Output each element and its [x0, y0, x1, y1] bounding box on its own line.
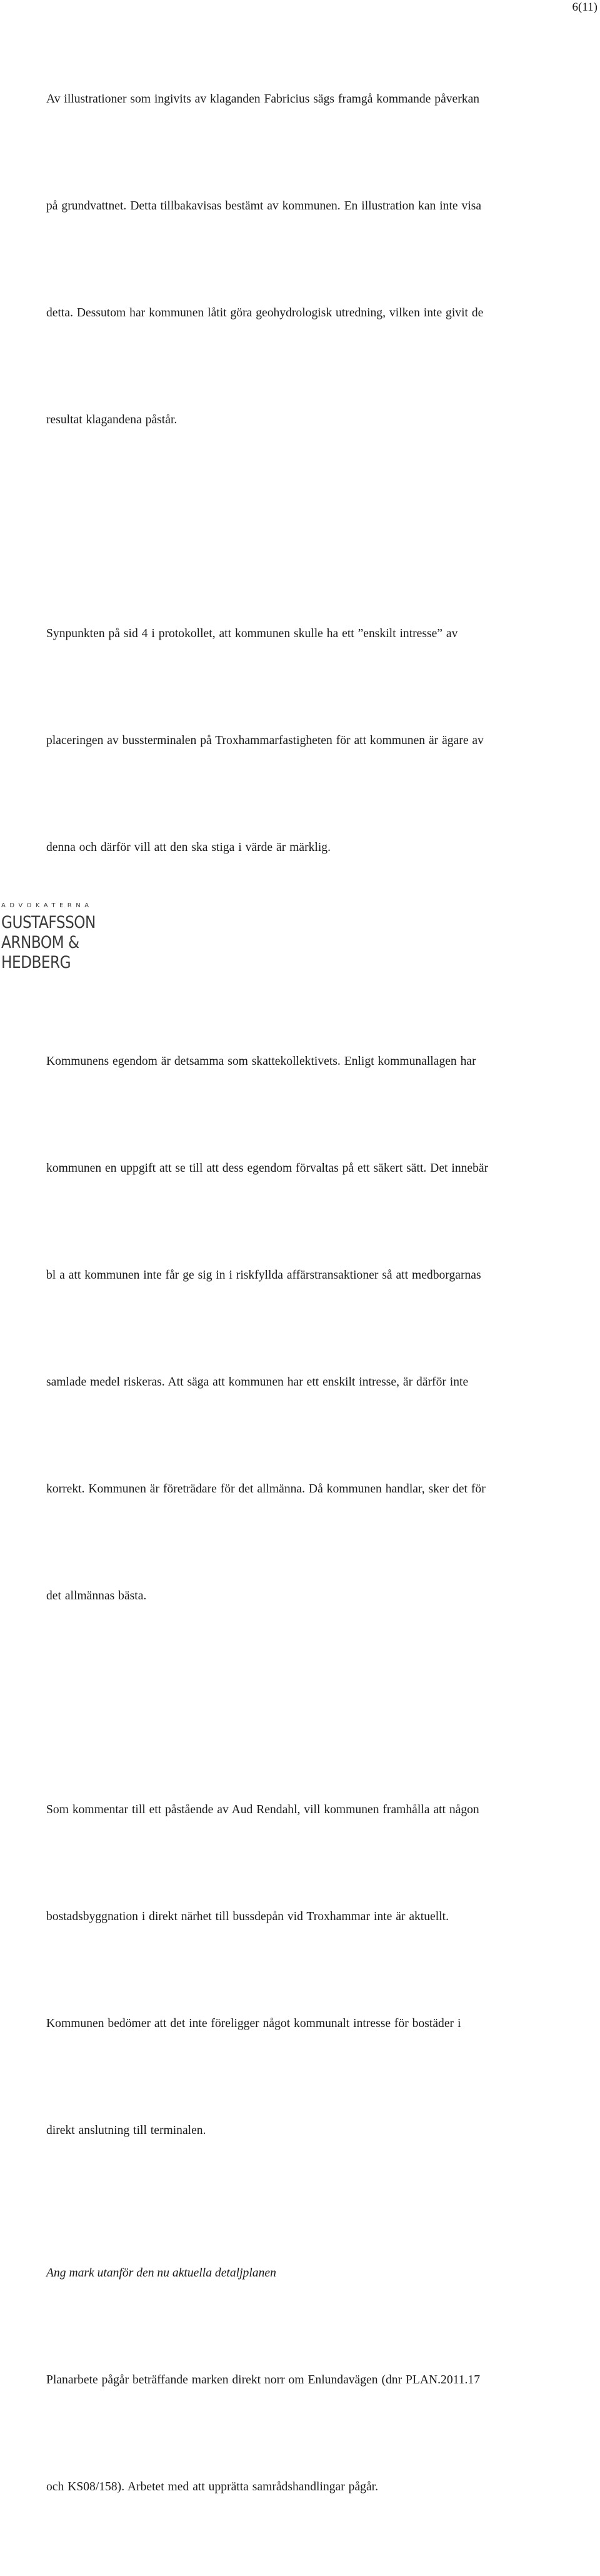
- paragraph-spacer: [46, 1685, 596, 1721]
- paragraph-private-interest: [46, 545, 596, 937]
- paragraph-planning-work: [46, 2291, 596, 2576]
- text-line: bl a att kommunen inte får ge sig in i riskfyllda affärstransaktioner så att medborgarnas: [46, 1269, 481, 1282]
- paragraph-municipal-property: [46, 972, 596, 1685]
- text-line: samlade medel riskeras. Att säga att kommunen har ett enskilt intresse, är därför inte: [46, 1376, 469, 1389]
- paragraph-spacer: [46, 2220, 596, 2255]
- document-body: [46, 10, 596, 2576]
- text-line: kommunen en uppgift att se till att dess egendom förvaltas på ett säkert sätt. Det innebär: [46, 1162, 489, 1175]
- text-line: korrekt. Kommunen är företrädare för det allmänna. Då kommunen handlar, sker det för: [46, 1482, 486, 1496]
- paragraph-spacer: [46, 937, 596, 972]
- section-heading: Ang mark utanför den nu aktuella detaljplanen: [46, 2267, 276, 2280]
- text-line: det allmännas bästa.: [46, 1589, 147, 1602]
- page-number: 6(11): [572, 1, 598, 14]
- logo-line: GUSTAFSSON: [1, 913, 96, 932]
- logo-tagline: ADVOKATERNA: [1, 902, 93, 909]
- text-line: Kommunen bedömer att det inte föreligger något kommunalt intresse för bostäder i: [46, 2017, 461, 2030]
- paragraph-groundwater: [46, 10, 596, 509]
- text-line: direkt anslutning till terminalen.: [46, 2124, 206, 2137]
- text-line: detta. Dessutom har kommunen låtit göra geohydrologisk utredning, vilken inte givit de: [46, 306, 484, 319]
- text-line: Planarbete pågår beträffande marken direkt norr om Enlundavägen (dnr PLAN.2011.17: [46, 2373, 481, 2387]
- text-line: på grundvattnet. Detta tillbakavisas bestämt av kommunen. En illustration kan inte visa: [46, 199, 482, 213]
- text-line: denna och därför vill att den ska stiga i värde är märklig.: [46, 841, 331, 854]
- firm-logo: [1, 902, 111, 973]
- text-line: resultat klagandena påstår.: [46, 413, 178, 426]
- text-line: placeringen av bussterminalen på Troxhammarfastigheten för att kommunen är ägare av: [46, 734, 484, 747]
- text-line: Av illustrationer som ingivits av klaganden Fabricius sägs framgå kommande påverkan: [46, 93, 480, 106]
- text-line: bostadsbyggnation i direkt närhet till bussdepån vid Troxhammar inte är aktuellt.: [46, 1910, 449, 1923]
- text-line: och KS08/158). Arbetet med att upprätta samrådshandlingar pågår.: [46, 2480, 378, 2493]
- logo-line: ARNBOM &: [1, 933, 79, 952]
- text-line: Som kommentar till ett påstående av Aud Rendahl, vill kommunen framhålla att någon: [46, 1803, 479, 1816]
- text-line: Kommunens egendom är detsamma som skattekollektivets. Enligt kommunallagen har: [46, 1055, 476, 1068]
- text-line: Synpunkten på sid 4 i protokollet, att kommunen skulle ha ett ”enskilt intresse” av: [46, 627, 458, 640]
- paragraph-spacer: [46, 509, 596, 545]
- paragraph-housing-comment: [46, 1721, 596, 2220]
- logo-line: HEDBERG: [1, 953, 71, 972]
